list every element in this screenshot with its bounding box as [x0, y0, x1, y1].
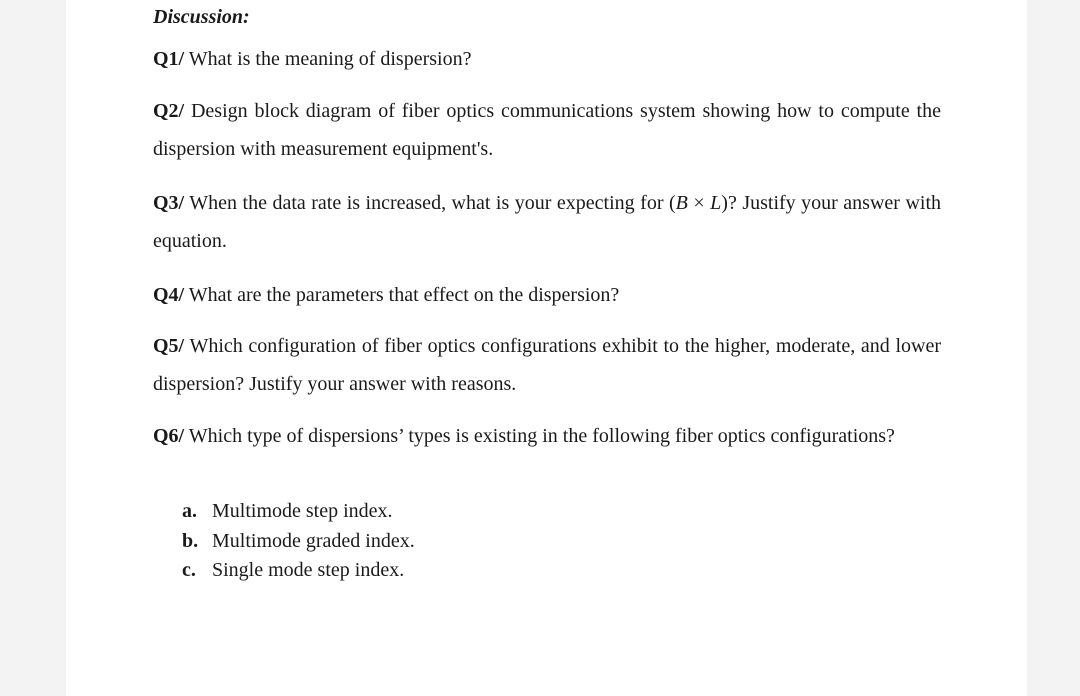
- question-number: Q4/: [153, 284, 185, 306]
- question-text: Design block diagram of fiber optics communications system showing how to compute the dispersion with measurement equipment's.: [153, 100, 941, 160]
- document-page: [66, 0, 1027, 696]
- options-list: [182, 497, 415, 586]
- variable-l: L: [710, 192, 722, 214]
- question-text: What is the meaning of dispersion?: [184, 48, 472, 70]
- question-6: [153, 422, 941, 451]
- question-number: Q5/: [153, 335, 185, 357]
- question-1: [153, 40, 941, 78]
- question-number: Q2/: [153, 100, 185, 122]
- question-text: What are the parameters that effect on the dispersion?: [184, 284, 620, 306]
- question-text-end: )? Justify your answer with equation.: [153, 192, 942, 252]
- question-number: Q1/: [153, 48, 185, 70]
- option-text: Multimode step index.: [212, 500, 393, 522]
- question-5: [153, 327, 941, 403]
- option-letter: b.: [182, 529, 199, 552]
- option-letter: c.: [182, 559, 196, 581]
- question-number: Q3/: [153, 192, 185, 214]
- list-item: [182, 527, 415, 557]
- question-2: [153, 92, 941, 168]
- question-text: When the data rate is increased, what is your expecting for (: [184, 192, 676, 214]
- variable-b: B: [675, 192, 688, 214]
- question-text: Which configuration of fiber optics configurations exhibit to the higher, moderate, and lower dispersion? Justify your answer with reasons.: [153, 335, 941, 395]
- question-text: Which type of dispersions’ types is existing in the following fiber optics configurations?: [184, 425, 895, 447]
- question-3: [153, 184, 941, 260]
- list-item: [182, 556, 415, 586]
- option-letter: a.: [182, 500, 197, 522]
- discussion-heading: Discussion:: [153, 6, 250, 28]
- option-text: Single mode step index.: [212, 559, 405, 581]
- list-item: [182, 497, 415, 527]
- question-4: [153, 276, 941, 314]
- question-number: Q6/: [153, 425, 185, 447]
- option-text: Multimode graded index.: [212, 529, 415, 552]
- times-symbol: ×: [687, 192, 711, 214]
